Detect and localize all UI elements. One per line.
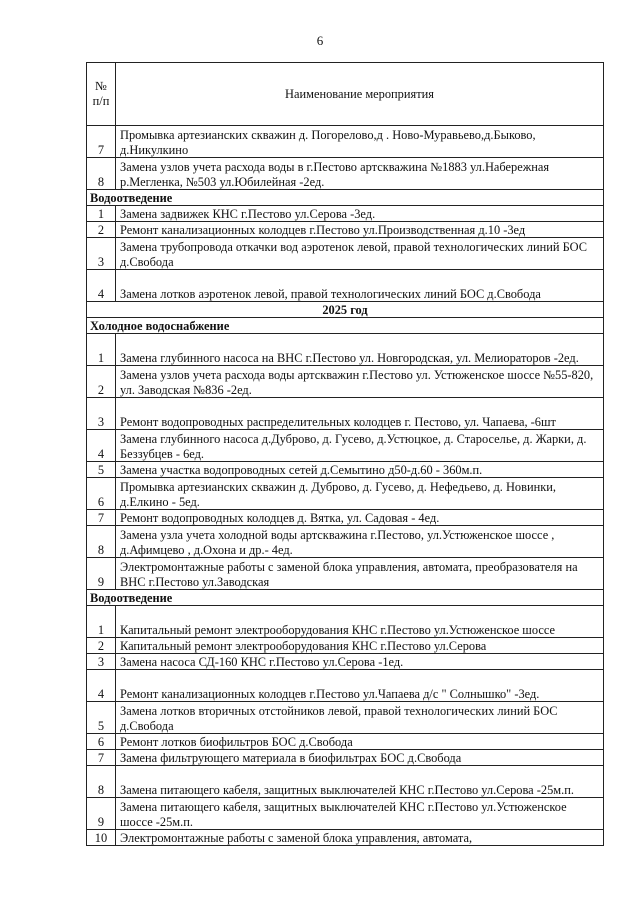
table-row	[87, 670, 604, 702]
row-number: 7	[87, 126, 116, 158]
header-name-cell: Наименование мероприятия	[116, 63, 604, 126]
header-num-sublabel: п/п	[92, 94, 110, 108]
row-number: 2	[87, 366, 116, 398]
row-description: Замена насоса СД-160 КНС г.Пестово ул.Серова -1ед.	[116, 654, 604, 670]
table-row	[87, 734, 604, 750]
header-num-label: №	[95, 79, 107, 93]
row-description: Замена глубинного насоса на ВНС г.Пестово ул. Новгородская, ул. Мелиораторов -2ед.	[116, 334, 604, 366]
row-number: 10	[87, 830, 116, 846]
table-row	[87, 126, 604, 158]
row-number: 1	[87, 206, 116, 222]
row-number: 5	[87, 462, 116, 478]
table-row	[87, 558, 604, 590]
table-row	[87, 798, 604, 830]
row-description: Капитальный ремонт электрооборудования КНС г.Пестово ул.Серова	[116, 638, 604, 654]
header-num-cell	[87, 63, 116, 126]
row-description: Электромонтажные работы с заменой блока управления, автомата, преобразователя на ВНС г.Пестово ул.Заводская	[116, 558, 604, 590]
table-row	[87, 430, 604, 462]
table-row	[87, 206, 604, 222]
table-row	[87, 750, 604, 766]
table-row	[87, 510, 604, 526]
row-description: Замена участка водопроводных сетей д.Семытино д50-д.60 - 360м.п.	[116, 462, 604, 478]
row-description: Замена питающего кабеля, защитных выключателей КНС г.Пестово ул.Устюженское шоссе -25м.п.	[116, 798, 604, 830]
row-number: 2	[87, 222, 116, 238]
row-number: 8	[87, 766, 116, 798]
table-row	[87, 222, 604, 238]
table-row	[87, 462, 604, 478]
row-number: 4	[87, 430, 116, 462]
row-number: 6	[87, 734, 116, 750]
row-number: 8	[87, 158, 116, 190]
row-description: Замена лотков вторичных отстойников левой, правой технологических линий БОС д.Свобода	[116, 702, 604, 734]
row-description: Замена узлов учета расхода воды артскважин г.Пестово ул. Устюженское шоссе №55-820, ул. Заводская №836 -2ед.	[116, 366, 604, 398]
table-row	[87, 270, 604, 302]
row-number: 3	[87, 398, 116, 430]
table-row	[87, 158, 604, 190]
row-number: 4	[87, 270, 116, 302]
row-number: 9	[87, 558, 116, 590]
row-number: 1	[87, 606, 116, 638]
row-description: Замена узла учета холодной воды артскважина г.Пестово, ул.Устюженское шоссе , д.Афимцево , д.Охона и др.- 4ед.	[116, 526, 604, 558]
row-description: Промывка артезианских скважин д. Погорелово,д . Ново-Муравьево,д.Быково, д.Никулкино	[116, 126, 604, 158]
row-number: 1	[87, 334, 116, 366]
row-number: 6	[87, 478, 116, 510]
table-row	[87, 654, 604, 670]
measures-table	[86, 62, 604, 846]
row-number: 4	[87, 670, 116, 702]
row-description: Замена питающего кабеля, защитных выключателей КНС г.Пестово ул.Серова -25м.п.	[116, 766, 604, 798]
year-heading: 2025 год	[87, 302, 604, 318]
table-row	[87, 638, 604, 654]
row-number: 7	[87, 750, 116, 766]
row-number: 2	[87, 638, 116, 654]
year-row	[87, 302, 604, 318]
table-row	[87, 766, 604, 798]
row-number: 7	[87, 510, 116, 526]
row-description: Ремонт водопроводных колодцев д. Вятка, ул. Садовая - 4ед.	[116, 510, 604, 526]
section-row	[87, 190, 604, 206]
table-row	[87, 526, 604, 558]
row-number: 3	[87, 654, 116, 670]
row-description: Ремонт канализационных колодцев г.Пестово ул.Производственная д.10 -3ед	[116, 222, 604, 238]
row-description: Электромонтажные работы с заменой блока управления, автомата,	[116, 830, 604, 846]
table-row	[87, 702, 604, 734]
page-number: 6	[316, 33, 324, 48]
row-number: 8	[87, 526, 116, 558]
section-heading: Холодное водоснабжение	[87, 318, 604, 334]
section-heading: Водоотведение	[87, 190, 604, 206]
row-description: Промывка артезианских скважин д. Дуброво, д. Гусево, д. Нефедьево, д. Новинки, д.Елкино - 5ед.	[116, 478, 604, 510]
row-description: Ремонт канализационных колодцев г.Пестово ул.Чапаева д/с " Солнышко" -3ед.	[116, 670, 604, 702]
row-description: Ремонт лотков биофильтров БОС д.Свобода	[116, 734, 604, 750]
row-number: 5	[87, 702, 116, 734]
row-number: 3	[87, 238, 116, 270]
row-description: Замена трубопровода откачки вод аэротенок левой, правой технологических линий БОС д.Свобода	[116, 238, 604, 270]
row-description: Замена глубинного насоса д.Дуброво, д. Гусево, д.Устюцкое, д. Староселье, д. Жарки, д. Беззубцев - 6ед.	[116, 430, 604, 462]
row-description: Замена узлов учета расхода воды в г.Пестово артскважина №1883 ул.Набережная р.Меглeнка, №503 ул.Юбилейная -2ед.	[116, 158, 604, 190]
row-description: Замена фильтрующего материала в биофильтрах БОС д.Свобода	[116, 750, 604, 766]
row-description: Замена лотков аэротенок левой, правой технологических линий БОС д.Свобода	[116, 270, 604, 302]
table-row	[87, 478, 604, 510]
row-description: Ремонт водопроводных распределительных колодцев г. Пестово, ул. Чапаева, -6шт	[116, 398, 604, 430]
section-row	[87, 318, 604, 334]
table-row	[87, 398, 604, 430]
table-row	[87, 334, 604, 366]
section-heading: Водоотведение	[87, 590, 604, 606]
row-description: Капитальный ремонт электрооборудования КНС г.Пестово ул.Устюженское шоссе	[116, 606, 604, 638]
table-row	[87, 830, 604, 846]
table-header-row	[87, 63, 604, 126]
table-row	[87, 366, 604, 398]
row-description: Замена задвижек КНС г.Пестово ул.Серова -3ед.	[116, 206, 604, 222]
row-number: 9	[87, 798, 116, 830]
section-row	[87, 590, 604, 606]
table-row	[87, 238, 604, 270]
table-row	[87, 606, 604, 638]
